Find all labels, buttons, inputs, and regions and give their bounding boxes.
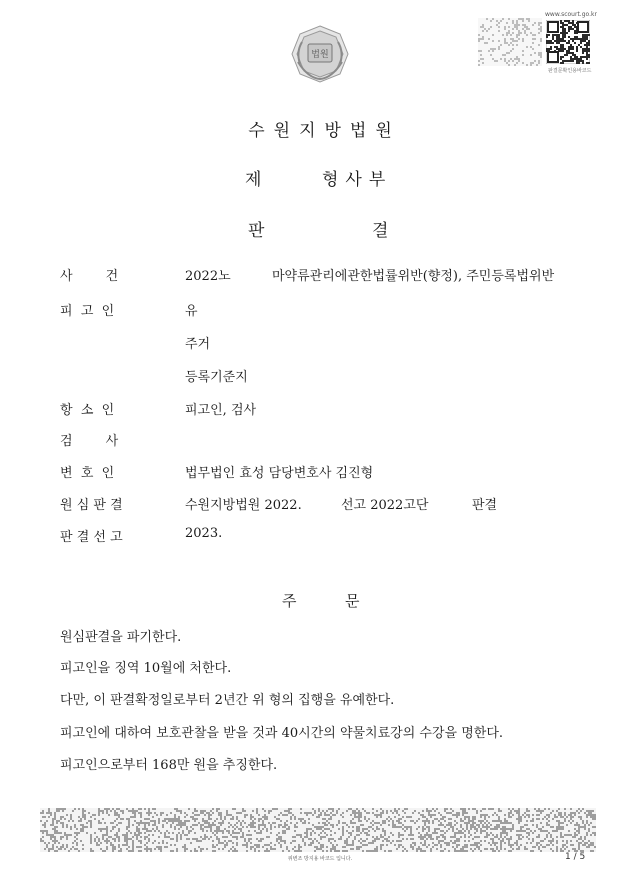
original-judgment: 판결 [472,498,498,513]
original-judgment-label: 원 심 판 결 [60,498,123,513]
verdict-date: 2023. [185,526,223,541]
defendant-address: 주거 [185,337,211,352]
qr-code [546,20,590,64]
order-line-5: 피고인으로부터 168만 원을 추징한다. [60,758,278,773]
defendant-label: 피 고 인 [60,304,115,319]
court-name: 수원지방법원 [248,121,401,141]
footer-security-barcode [40,808,596,852]
anti-forgery-barcode [478,18,542,66]
verdict-date-label: 판 결 선 고 [60,530,123,545]
order-title-part2: 문 [345,592,360,610]
judgment-title-part1: 판 [248,221,265,241]
page-number: 1 / 5 [565,852,586,862]
appellant-value: 피고인, 검사 [185,403,257,418]
case-charge: 마약류관리에관한법률위반(향정), 주민등록법위반 [272,269,555,284]
counsel-label: 변 호 인 [60,466,115,481]
case-label: 사 건 [60,269,119,284]
counsel-value: 법무법인 효성 담당변호사 김진형 [185,466,374,481]
order-line-2: 피고인을 징역 10월에 처한다. [60,661,232,676]
department-name: 형사부 [322,170,393,190]
court-seal-emblem [288,22,352,86]
judgment-title-part2: 결 [372,221,389,241]
case-number: 2022노 [185,269,231,284]
order-title-part1: 주 [282,592,297,610]
court-url: www.scourt.go.kr [545,11,597,18]
qr-caption: 판결문확인용바코드 [548,68,592,74]
order-line-1: 원심판결을 파기한다. [60,630,182,645]
defendant-registered-domicile: 등록기준지 [185,370,248,385]
seal-text: 법원 [311,50,329,60]
order-line-3: 다만, 이 판결확정일로부터 2년간 위 형의 집행을 유예한다. [60,693,395,708]
order-line-4: 피고인에 대하여 보호관찰을 받을 것과 40시간의 약물치료강의 수강을 명한다. [60,726,504,741]
appellant-label: 항 소 인 [60,403,115,418]
original-sentence: 선고 2022고단 [341,498,429,513]
original-court: 수원지방법원 2022. [185,498,302,513]
department-prefix: 제 [245,170,262,190]
defendant-name: 유 [185,304,198,319]
footer-note: 위변조 방지용 바코드 입니다. [287,856,353,862]
prosecutor-label: 검 사 [60,434,119,449]
